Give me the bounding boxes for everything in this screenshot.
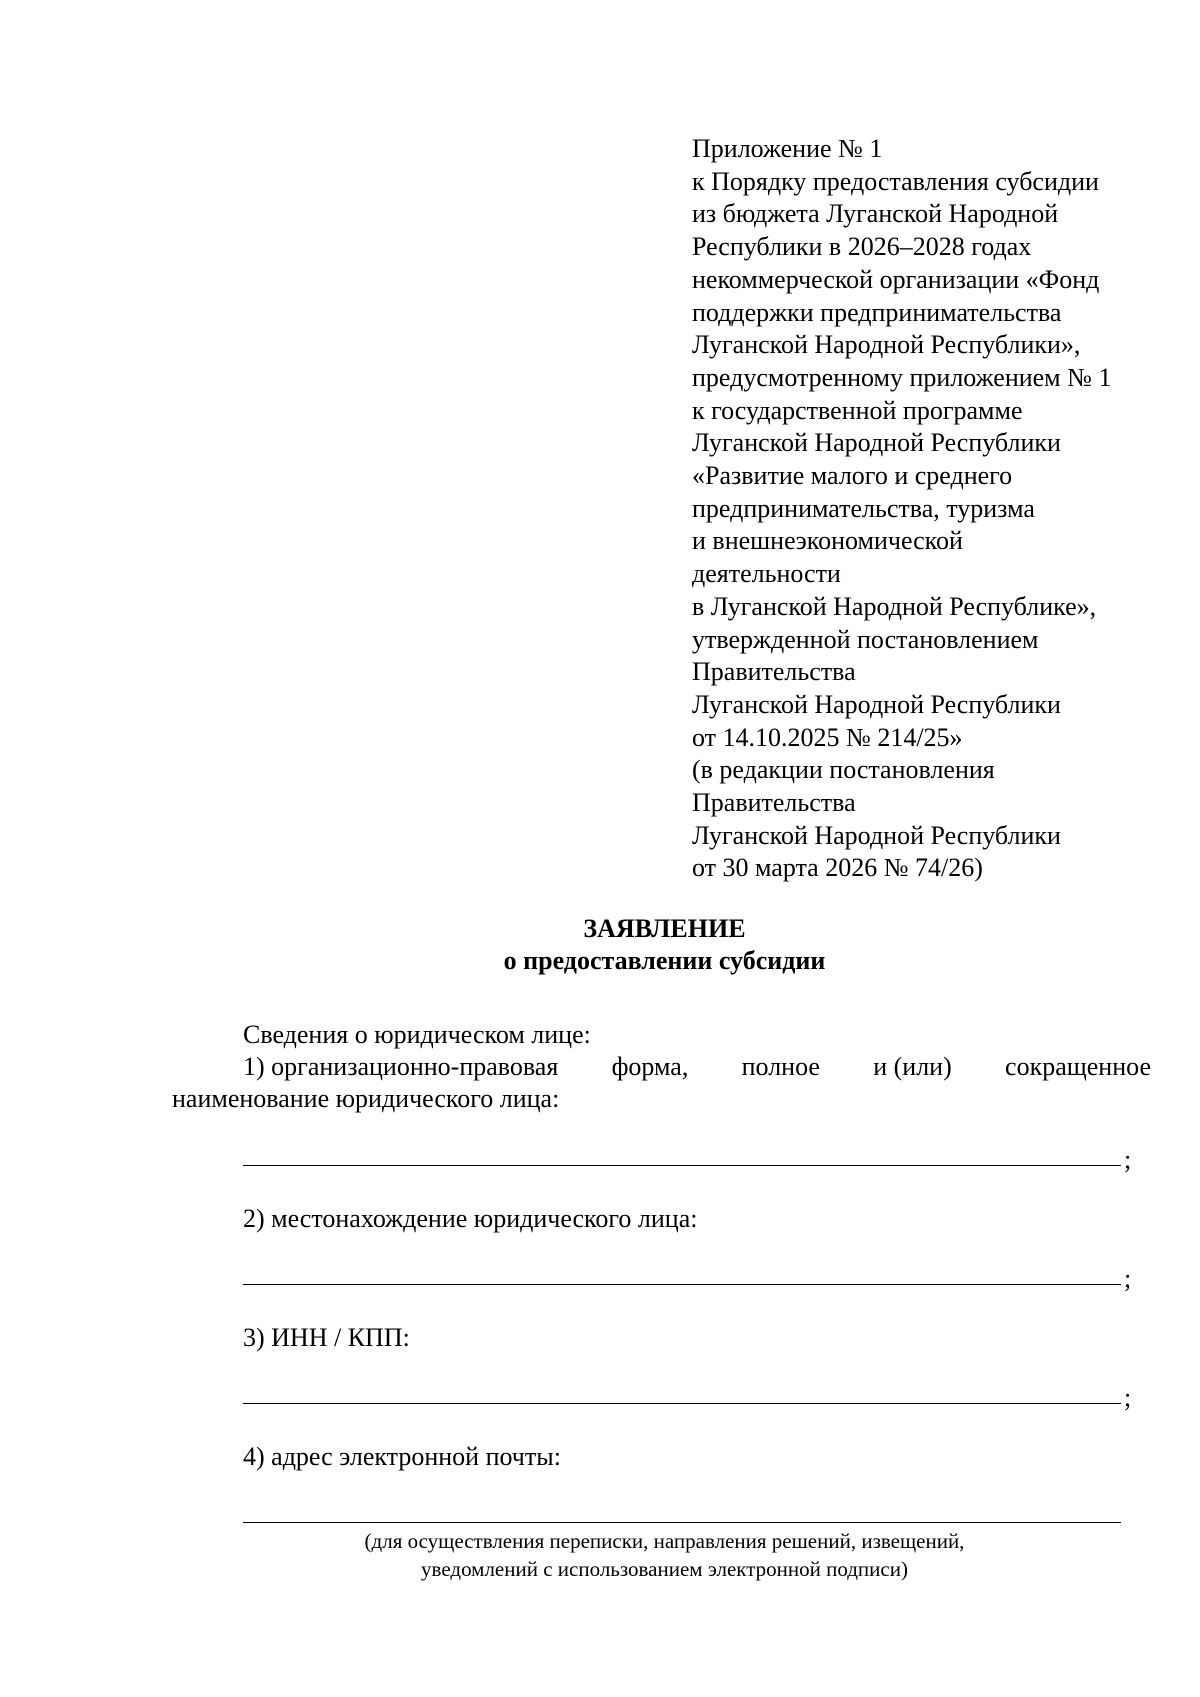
appendix-line: утвержденной постановлением: [692, 624, 1039, 654]
item1-word: сокращенное: [1005, 1052, 1151, 1081]
item1-word: 1) организационно-правовая: [243, 1052, 559, 1081]
item1-word: форма,: [611, 1052, 689, 1081]
appendix-line: и внешнеэкономической: [692, 526, 963, 556]
item1-fill-line[interactable]: [243, 1165, 1121, 1166]
appendix-line: Правительства: [692, 788, 856, 818]
item3-fill-line[interactable]: [243, 1403, 1121, 1404]
appendix-line: от 14.10.2025 № 214/25»: [692, 722, 963, 752]
appendix-line: некоммерческой организации «Фонд: [692, 264, 1100, 294]
item2-fill-line[interactable]: [243, 1284, 1121, 1285]
document-subtitle: о предоставлении субсидии: [503, 946, 826, 975]
appendix-line: к Порядку предоставления субсидии: [692, 166, 1099, 196]
email-note-line2: уведомлений с использованием электронной подписи): [421, 1557, 908, 1581]
item3-semicolon: ;: [1124, 1383, 1132, 1412]
item2-label: 2) местонахождение юридического лица:: [243, 1204, 698, 1233]
appendix-line: в Луганской Народной Республике»,: [692, 591, 1097, 621]
email-note-line1: (для осуществления переписки, направления решений, извещений,: [364, 1529, 965, 1553]
item1-word: полное: [741, 1052, 820, 1081]
appendix-line: к государственной программе: [692, 395, 1023, 425]
appendix-line: из бюджета Луганской Народной: [692, 199, 1059, 229]
item1-continuation: наименование юридического лица:: [172, 1084, 560, 1113]
item2-semicolon: ;: [1124, 1264, 1132, 1293]
document-title: ЗАЯВЛЕНИЕ: [583, 914, 746, 943]
item1-first-line: [243, 1051, 1151, 1083]
item1-semicolon: ;: [1124, 1145, 1132, 1174]
appendix-line: Луганской Народной Республики: [692, 689, 1061, 719]
appendix-header: [692, 133, 1172, 885]
appendix-line: предпринимательства, туризма: [692, 493, 1035, 523]
appendix-line: Луганской Народной Республики: [692, 820, 1061, 850]
item3-label: 3) ИНН / КПП:: [243, 1323, 410, 1352]
appendix-line: от 30 марта 2026 № 74/26): [692, 853, 983, 883]
appendix-line: (в редакции постановления: [692, 755, 995, 785]
appendix-line: Правительства: [692, 657, 856, 687]
appendix-line: Луганской Народной Республики»,: [692, 330, 1081, 360]
item4-fill-line[interactable]: [243, 1522, 1121, 1523]
appendix-line: деятельности: [692, 559, 841, 589]
appendix-line: Луганской Народной Республики: [692, 428, 1061, 458]
intro-text: Сведения о юридическом лице:: [243, 1020, 591, 1049]
appendix-line: предусмотренному приложением № 1: [692, 362, 1112, 392]
item1-word: и (или): [873, 1052, 952, 1081]
appendix-line: поддержки предпринимательства: [692, 297, 1062, 327]
item4-label: 4) адрес электронной почты:: [243, 1442, 561, 1471]
appendix-line: Приложение № 1: [692, 134, 883, 163]
appendix-line: Республики в 2026–2028 годах: [692, 232, 1032, 262]
appendix-line: «Развитие малого и среднего: [692, 461, 1013, 491]
